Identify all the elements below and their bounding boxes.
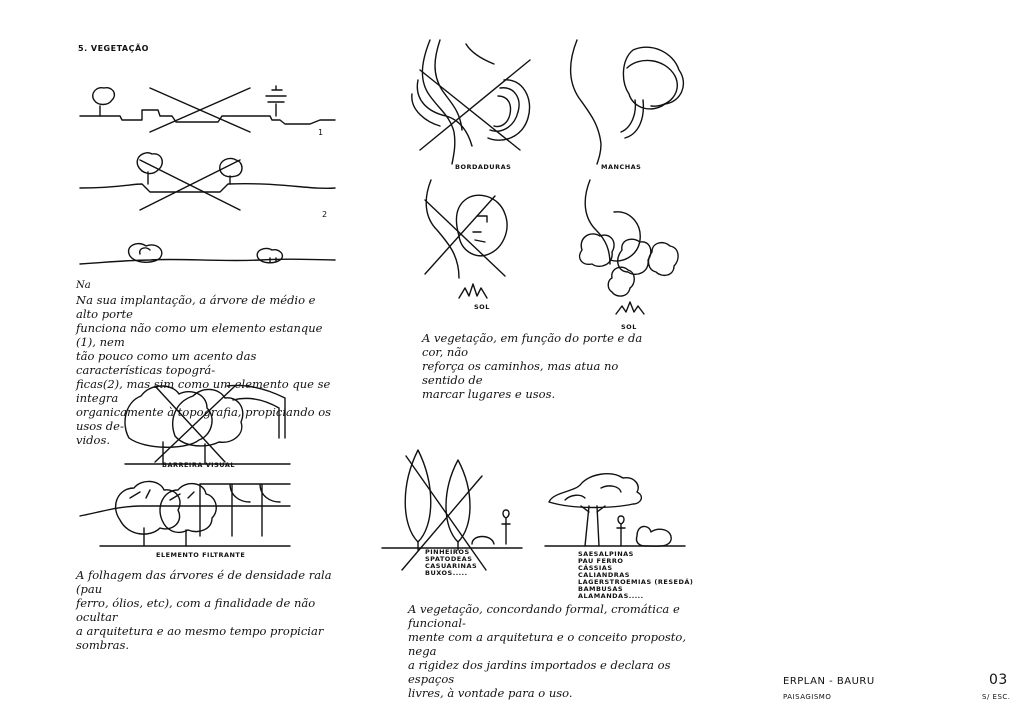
label-elemento-filtrante: ELEMENTO FILTRANTE [156,551,246,559]
elemento-filtrante-sketch [80,476,300,548]
terrain-sketch-3 [80,236,340,276]
sheet-number: 03 [989,672,1008,688]
sol-sketch-2 [570,180,700,320]
manchas-sketch [565,40,705,165]
species-item: LAGERSTROEMIAS (RESEDÁ) [578,578,694,586]
project-title: ERPLAN - BAURU [783,676,875,687]
species-list-right [578,551,693,600]
label-barreira-visual: BARREIRA VISUAL [162,461,236,469]
label-sol-2: SOL [621,323,637,331]
para3-line: A vegetação, em função do porte e da cor, não [422,331,643,359]
para2-line: A folhagem das árvores é de densidade rala (pau [76,568,332,596]
species-item: PINHEIROS [425,548,470,556]
para4-line: A vegetação, concordando formal, cromática e funcional- [408,602,680,630]
figure-number-2: 2 [322,210,328,219]
barreira-visual-sketch [115,378,305,468]
terrain-sketch-2 [80,148,340,218]
species-item: CÁSSIAS [578,564,613,572]
note-prefix: Na [76,280,91,291]
para1-line: ficas(2), mas sim como um elemento que se integra [76,377,331,405]
para1-line: tão pouco como um acento das características topográ- [76,349,257,377]
scale-note: S/ ESC. [982,693,1011,701]
para4-line: a rigidez dos jardins importados e declara os espaços [408,658,671,686]
para4-line: livres, à vontade para o uso. [408,686,573,700]
species-item: SPATODEAS [425,555,473,563]
label-manchas: MANCHAS [601,163,642,171]
para1-line: funciona não como um elemento estanque (1), nem [76,321,323,349]
species-item: ALAMANDAS..... [578,592,644,600]
species-item: PAU FERRO [578,557,624,565]
para1-line: vidos. [76,433,111,447]
figure-number-1: 1 [318,128,324,137]
note-text-folhagem [76,568,338,652]
drawing-subject: PAISAGISMO [783,693,832,701]
note-text-caminhos [422,331,662,401]
species-item: BAMBUSAS [578,585,624,593]
para1-line: Na sua implantação, a árvore de médio e alto porte [76,293,316,321]
species-item: BUXOS..... [425,569,468,577]
para3-line: marcar lugares e usos. [422,387,556,401]
species-item: CALIANDRAS [578,571,630,579]
para2-line: a arquitetura e ao mesmo tempo propiciar sombras. [76,624,324,652]
bordaduras-sketch [410,40,560,165]
sol-sketch-1 [415,180,535,300]
canopy-tree-sketch [545,462,685,552]
species-item: CASUARINAS [425,562,478,570]
note-text-conceito [408,602,688,700]
terrain-sketch-1 [80,80,340,140]
para2-line: ferro, ólios, etc), com a finalidade de não ocultar [76,596,316,624]
species-item: SAESALPINAS [578,550,634,558]
para3-line: reforça os caminhos, mas atua no sentido de [422,359,619,387]
label-sol-1: SOL [474,303,490,311]
label-bordaduras: BORDADURAS [455,163,512,171]
para4-line: mente com a arquitetura e o conceito proposto, nega [408,630,687,658]
section-title: 5. VEGETAÇÃO [78,44,149,53]
species-list-left [425,549,477,577]
para1-line: organicamente à topografia, propiciando os usos de- [76,405,332,433]
